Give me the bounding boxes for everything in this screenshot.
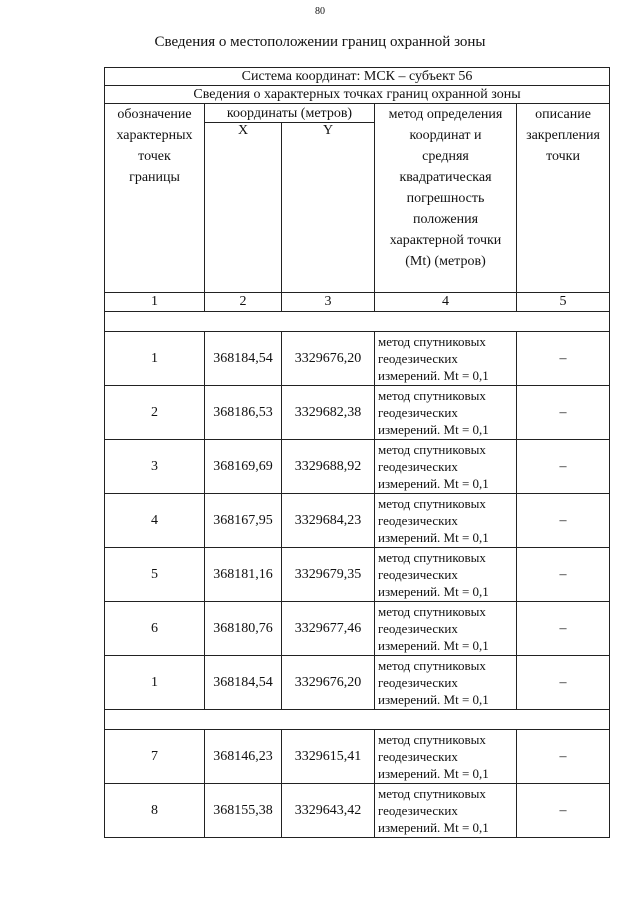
point-number-cell: 7 [105,730,205,784]
point-number-cell: 2 [105,386,205,440]
boundary-points-table [104,67,610,838]
column-number: 1 [105,293,205,312]
point-number-cell: 5 [105,548,205,602]
description-cell: – [517,494,610,548]
column-number: 2 [205,293,282,312]
x-coordinate-cell: 368181,16 [205,548,282,602]
table-row [105,494,610,548]
description-cell: – [517,386,610,440]
description-cell: – [517,656,610,710]
page-number: 80 [315,6,325,17]
table-row [105,784,610,838]
description-cell: – [517,332,610,386]
table-row [105,548,610,602]
method-cell [375,494,517,548]
table-row [105,602,610,656]
method-cell [375,548,517,602]
header-line: положения [412,212,479,227]
point-number-cell: 4 [105,494,205,548]
method-line: метод спутниковых [378,496,486,511]
y-coordinate-cell: 3329676,20 [282,332,375,386]
method-cell [375,656,517,710]
header-line: обозначение [117,107,192,122]
column-number: 5 [517,293,610,312]
y-coordinate-cell: 3329688,92 [282,440,375,494]
y-header: Y [282,123,375,293]
header-line: погрешность [406,191,485,206]
description-cell: – [517,602,610,656]
method-line: геодезических [378,405,458,420]
header-line: описание [535,107,591,122]
table-row [105,386,610,440]
y-coordinate-cell: 3329679,35 [282,548,375,602]
method-cell [375,602,517,656]
header-line: точки [546,149,580,164]
designation-header [105,104,205,293]
x-coordinate-cell: 368180,76 [205,602,282,656]
method-line: измерений. Mt = 0,1 [378,820,489,835]
method-line: геодезических [378,803,458,818]
method-cell [375,440,517,494]
method-line: измерений. Mt = 0,1 [378,368,489,383]
x-coordinate-cell: 368184,54 [205,332,282,386]
method-line: метод спутниковых [378,604,486,619]
point-number-cell: 1 [105,332,205,386]
description-cell: – [517,548,610,602]
y-coordinate-cell: 3329643,42 [282,784,375,838]
point-number-cell: 1 [105,656,205,710]
description-cell: – [517,784,610,838]
method-line: метод спутниковых [378,442,486,457]
coordinate-system-row [105,68,610,86]
table-row [105,656,610,710]
x-coordinate-cell: 368155,38 [205,784,282,838]
x-coordinate-cell: 368167,95 [205,494,282,548]
y-coordinate-cell: 3329677,46 [282,602,375,656]
method-line: метод спутниковых [378,732,486,747]
header-line: средняя [422,149,469,164]
x-header: X [205,123,282,293]
method-line: измерений. Mt = 0,1 [378,422,489,437]
x-coordinate-cell: 368184,54 [205,656,282,710]
column-header-row [105,104,610,123]
header-line: метод определения [388,107,503,122]
method-line: геодезических [378,351,458,366]
points-header: Сведения о характерных точках границ охранной зоны [105,86,610,104]
method-line: измерений. Mt = 0,1 [378,692,489,707]
method-line: метод спутниковых [378,786,486,801]
document-title: Сведения о местоположении границ охранной зоны [154,34,486,50]
method-cell [375,784,517,838]
section-separator [105,312,610,332]
description-cell: – [517,440,610,494]
point-number-cell: 8 [105,784,205,838]
header-line: точек [138,149,171,164]
header-line: квадратическая [399,170,492,185]
method-line: геодезических [378,675,458,690]
header-line: характерной точки [389,233,502,248]
method-line: измерений. Mt = 0,1 [378,766,489,781]
x-coordinate-cell: 368146,23 [205,730,282,784]
method-line: геодезических [378,459,458,474]
x-coordinate-cell: 368169,69 [205,440,282,494]
point-number-cell: 3 [105,440,205,494]
method-header [375,104,517,293]
points-header-row [105,86,610,104]
table-row [105,440,610,494]
y-coordinate-cell: 3329684,23 [282,494,375,548]
header-line: координат и [409,128,482,143]
method-cell [375,332,517,386]
method-line: метод спутниковых [378,334,486,349]
y-coordinate-cell: 3329615,41 [282,730,375,784]
method-line: метод спутниковых [378,658,486,673]
method-line: метод спутниковых [378,388,486,403]
description-cell: – [517,730,610,784]
coordinates-header: координаты (метров) [205,104,375,123]
header-line: характерных [116,128,193,143]
method-line: геодезических [378,621,458,636]
y-coordinate-cell: 3329676,20 [282,656,375,710]
method-line: геодезических [378,567,458,582]
method-line: геодезических [378,749,458,764]
method-line: измерений. Mt = 0,1 [378,476,489,491]
point-number-cell: 6 [105,602,205,656]
method-cell [375,386,517,440]
table-row [105,332,610,386]
column-number: 3 [282,293,375,312]
section-separator-row [105,312,610,332]
section-separator [105,710,610,730]
coordinate-system-header: Система координат: МСК – субъект 56 [105,68,610,86]
header-line: (Mt) (метров) [405,254,486,269]
method-cell [375,730,517,784]
method-line: измерений. Mt = 0,1 [378,530,489,545]
header-line: границы [129,170,180,185]
table-row [105,730,610,784]
header-line: закрепления [526,128,600,143]
column-numbers-row [105,293,610,312]
column-number: 4 [375,293,517,312]
method-line: измерений. Mt = 0,1 [378,584,489,599]
section-separator-row [105,710,610,730]
method-line: метод спутниковых [378,550,486,565]
method-line: измерений. Mt = 0,1 [378,638,489,653]
y-coordinate-cell: 3329682,38 [282,386,375,440]
method-line: геодезических [378,513,458,528]
x-coordinate-cell: 368186,53 [205,386,282,440]
description-header [517,104,610,293]
